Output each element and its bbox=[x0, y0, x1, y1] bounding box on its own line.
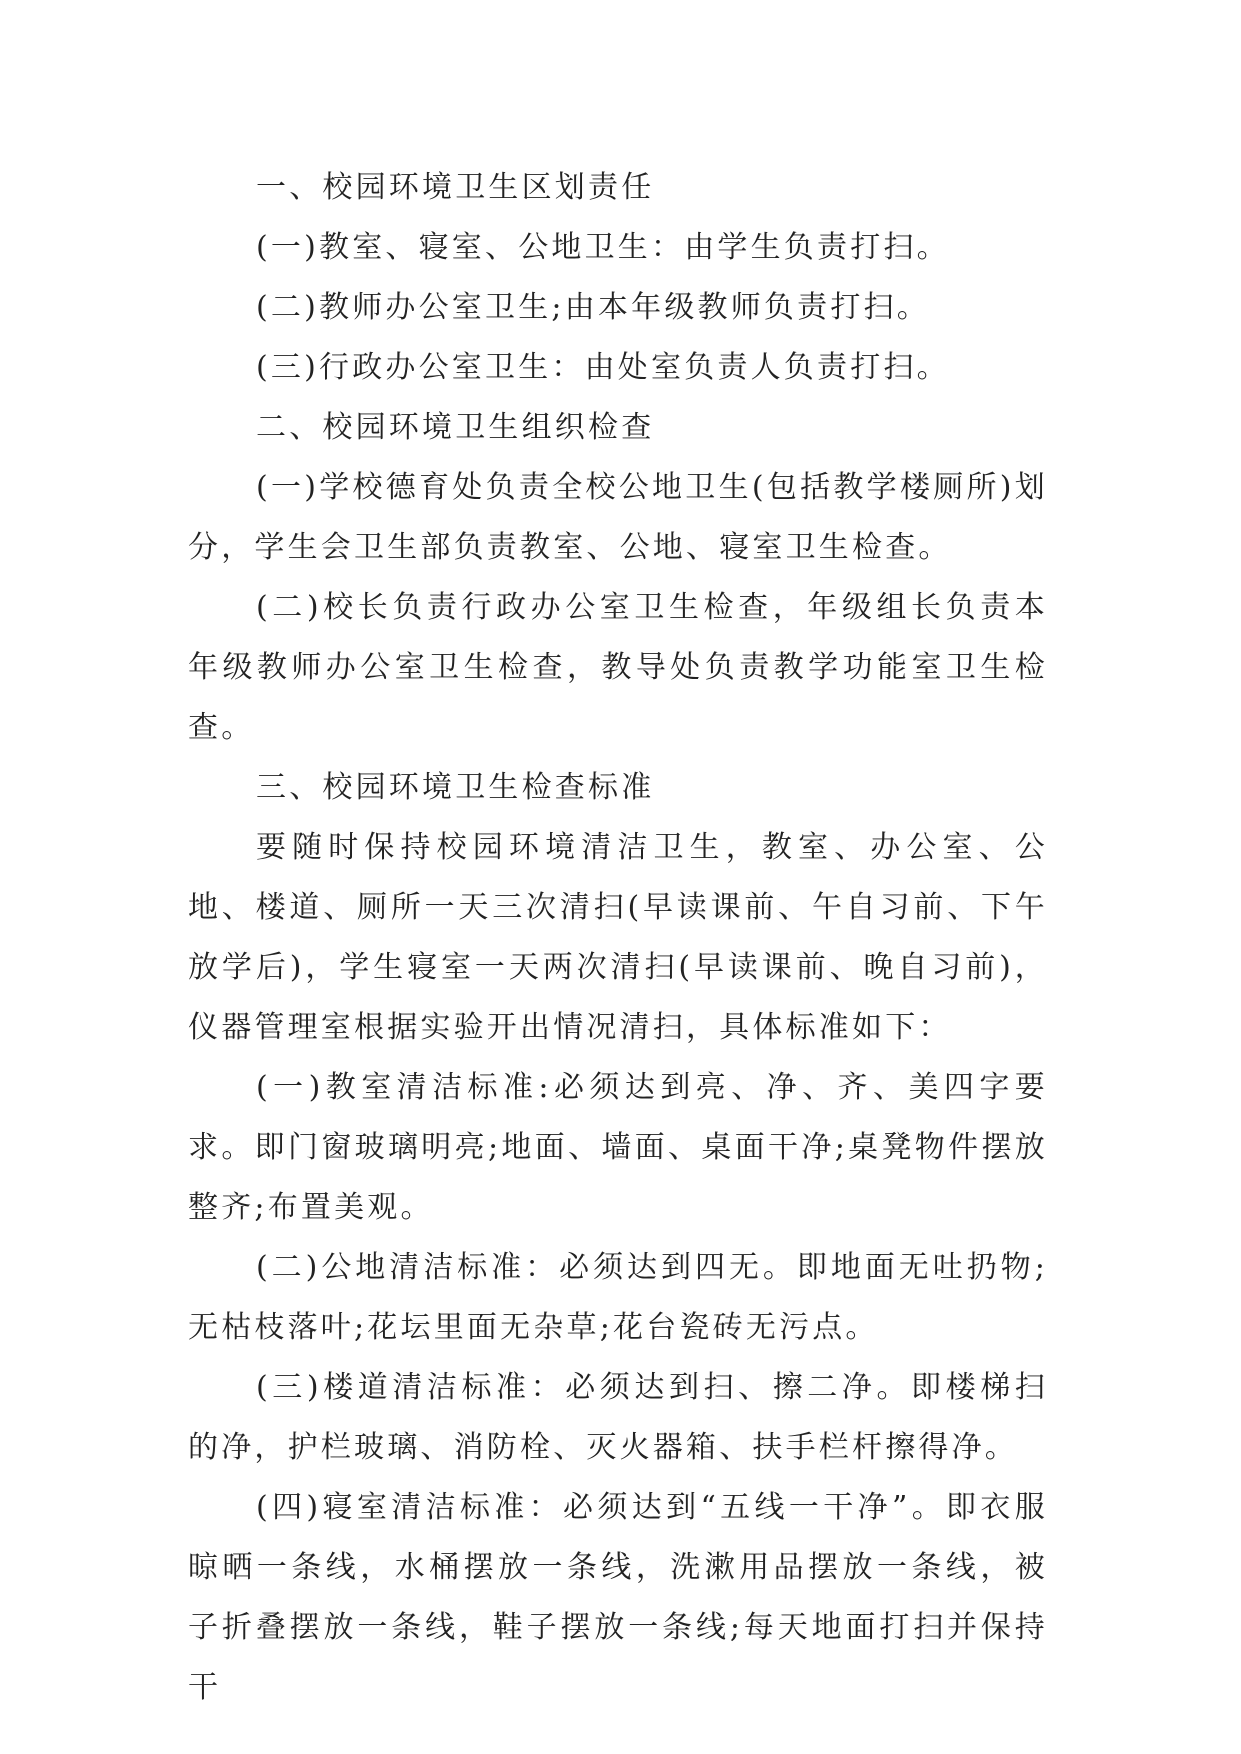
paragraph: (四)寝室清洁标准：必须达到“五线一干净”。即衣服晾晒一条线，水桶摆放一条线，洗漱用品摆放一条线，被子折叠摆放一条线，鞋子摆放一条线;每天地面打扫并保持干 bbox=[188, 1490, 1048, 1705]
paragraph: (三)楼道清洁标准：必须达到扫、擦二净。即楼梯扫的净，护栏玻璃、消防栓、灭火器箱、扶手栏杆擦得净。 bbox=[188, 1370, 1048, 1465]
paragraph: (一)学校德育处负责全校公地卫生(包括教学楼厕所)划分，学生会卫生部负责教室、公地、寝室卫生检查。 bbox=[188, 470, 1048, 565]
paragraph: (三)行政办公室卫生：由处室负责人负责打扫。 bbox=[256, 350, 950, 385]
paragraph: (二)教师办公室卫生;由本年级教师负责打扫。 bbox=[256, 290, 930, 325]
section-heading-3: 三、校园环境卫生检查标准 bbox=[256, 770, 655, 805]
paragraph: (一)教室清洁标准:必须达到亮、净、齐、美四字要求。即门窗玻璃明亮;地面、墙面、桌面干净;桌凳物件摆放整齐;布置美观。 bbox=[188, 1070, 1048, 1225]
paragraph: (一)教室、寝室、公地卫生：由学生负责打扫。 bbox=[256, 230, 950, 265]
paragraph: 要随时保持校园环境清洁卫生，教室、办公室、公地、楼道、厕所一天三次清扫(早读课前、午自习前、下午放学后)，学生寝室一天两次清扫(早读课前、晚自习前)，仪器管理室根据实验开出情况清扫，具体标准如下： bbox=[188, 830, 1048, 1045]
paragraph: (二)校长负责行政办公室卫生检查，年级组长负责本年级教师办公室卫生检查，教导处负责教学功能室卫生检查。 bbox=[188, 590, 1048, 745]
section-heading-1: 一、校园环境卫生区划责任 bbox=[256, 170, 655, 205]
paragraph: (二)公地清洁标准：必须达到四无。即地面无吐扔物;无枯枝落叶;花坛里面无杂草;花台瓷砖无污点。 bbox=[188, 1250, 1048, 1345]
document-body bbox=[188, 158, 1048, 1718]
section-heading-2: 二、校园环境卫生组织检查 bbox=[256, 410, 655, 445]
